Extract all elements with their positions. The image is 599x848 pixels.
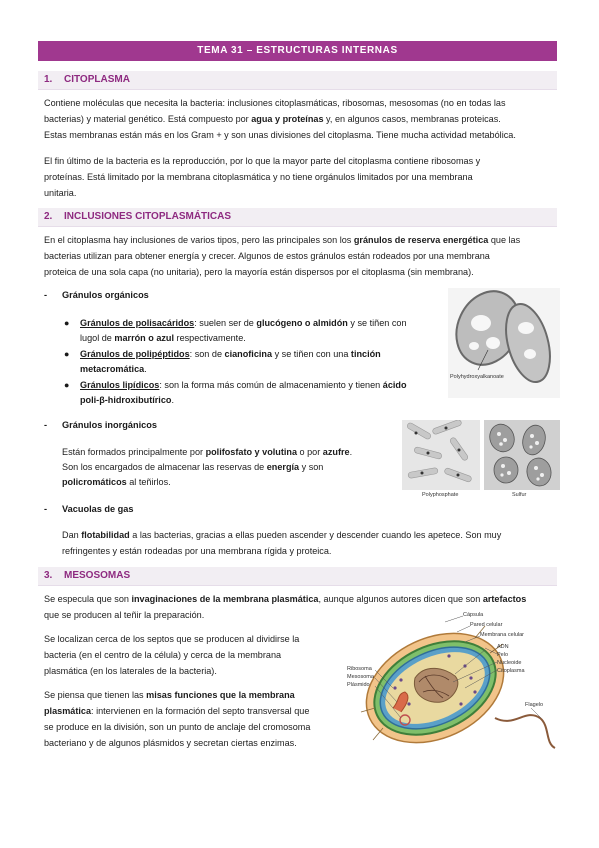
- label-pared-celular: Pared celular: [470, 622, 503, 628]
- text-line: bacterias) y material genético. Está compuesto por agua y proteínas y, en algunos casos, membranas proteicas.: [44, 114, 501, 124]
- subheading-vacuolas-gas: - Vacuolas de gas: [44, 504, 134, 514]
- paragraph-citoplasma-2: [44, 153, 564, 201]
- label-nucleoide: Nucleoide: [497, 660, 522, 666]
- label-mesosoma: Mesosoma: [347, 674, 374, 680]
- section-title: INCLUSIONES CITOPLASMÁTICAS: [64, 211, 232, 222]
- section-heading-citoplasma: [38, 71, 557, 90]
- paragraph-inorganicos: Están formados principalmente por polifosfato y volutina o por azufre. Son los encargados de almacenar las reservas de energía y son policromáticos al teñirlos.: [62, 447, 353, 487]
- figure-caption: Polyphosphate: [422, 492, 459, 498]
- text-line: bacterias utilizan para obtener energía y crecer. Algunos de estos gránulos están rodeados por una membrana: [44, 251, 490, 261]
- section-title: MESOSOMAS: [64, 570, 131, 581]
- bullet-dot-icon: ●: [64, 318, 70, 328]
- label-flagelo: Flagelo: [525, 702, 544, 708]
- document-title-banner: [38, 41, 557, 61]
- paragraph-mesosomas-2: Se localizan cerca de los septos que se producen al dividirse la bacteria (en el centro de la célula) y cerca de la membrana plasmática (en los laterales de la bacteria).: [44, 634, 300, 676]
- text-line: unitaria.: [44, 188, 77, 198]
- micrograph-polyphosphate: [402, 420, 480, 502]
- label-membrana-celular: Membrana celular: [480, 632, 525, 638]
- section-title: CITOPLASMA: [64, 74, 130, 85]
- label-capsula: Cápsula: [463, 612, 484, 618]
- text-line: proteica de una sola capa (no unitaria), pero la mayoría están dispersos por el citoplasma (sin membrana).: [44, 267, 474, 277]
- paragraph-mesosomas-1: Se especula que son invaginaciones de la membrana plasmática, aunque algunos autores dicen que son artefactos que se producen al teñir la preparación.: [44, 594, 527, 620]
- section-number: 1.: [44, 74, 53, 85]
- label-citoplasma: Citoplasma: [497, 668, 525, 674]
- paragraph-citoplasma-1: [44, 95, 564, 143]
- bullet-dot-icon: ●: [64, 380, 70, 390]
- section-heading-inclusiones: [38, 208, 557, 227]
- section-heading-mesosomas: [38, 567, 557, 586]
- bacterial-cell-diagram: [345, 608, 557, 758]
- bullet-lipidicos: ● Gránulos lipídicos: son la forma más común de almacenamiento y tienen ácido poli-β-hidroxibutírico.: [64, 380, 407, 405]
- figure-caption: Sulfur: [512, 492, 527, 498]
- bullet-polisacaridos: ● Gránulos de polisacáridos: suelen ser de glucógeno o almidón y se tiñen con lugol de marrón o azul respectivamente.: [64, 318, 407, 343]
- text-line: En el citoplasma hay inclusiones de varios tipos, pero las principales son los gránulos de reserva energética que las: [44, 235, 521, 245]
- text-line: El fin último de la bacteria es la reproducción, por lo que la mayor parte del citoplasma contiene ribosomas y: [44, 156, 481, 166]
- label-pelo: Pelo: [497, 652, 509, 658]
- section-number: 3.: [44, 570, 53, 581]
- document-title: TEMA 31 – ESTRUCTURAS INTERNAS: [197, 45, 398, 56]
- text-line: Estas membranas están más en los Gram + y son unas divisiones del citoplasma. Tiene mucha actividad metabólica.: [44, 130, 516, 140]
- bullet-dot-icon: ●: [64, 349, 70, 359]
- micrograph-sulfur: [484, 420, 560, 502]
- label-adn: ADN: [497, 644, 509, 650]
- text-line: Contiene moléculas que necesita la bacteria: inclusiones citoplasmáticas, ribosomas, mesosomas (no en todas las: [44, 98, 506, 108]
- subheading-granulos-inorganicos: - Gránulos inorgánicos: [44, 420, 157, 430]
- section-number: 2.: [44, 211, 53, 222]
- label-ribosoma: Ribosoma: [347, 666, 372, 672]
- micrograph-polyhydroxyalkanoate: [448, 288, 560, 398]
- subheading-granulos-organicos: - Gránulos orgánicos: [44, 290, 149, 300]
- label-plasmido: Plásmido: [347, 682, 370, 688]
- paragraph-inclusiones-intro: [44, 232, 564, 280]
- figure-caption: Polyhydroxyalkanoate: [450, 374, 504, 380]
- paragraph-mesosomas-3: Se piensa que tienen las misas funciones que la membrana plasmática: intervienen en la formación del septo transversal que se produce en la división, son un punto de anclaje del cromosoma bacteriano y de algunos plásmidos y secretan ciertas enzimas.: [44, 690, 311, 748]
- paragraph-vacuolas-gas: Dan flotabilidad a las bacterias, gracias a ellas pueden ascender y descender cuando les apetece. Son muy refringentes y están rodeadas por una membrana rígida y proteica.: [62, 530, 502, 556]
- bullet-polipeptidos: ● Gránulos de polipéptidos: son de cianoficina y se tiñen con una tinción metacromática.: [64, 349, 381, 374]
- text-line: proteínas. Está limitado por la membrana citoplasmática y no tiene orgánulos limitados por una membrana: [44, 172, 473, 182]
